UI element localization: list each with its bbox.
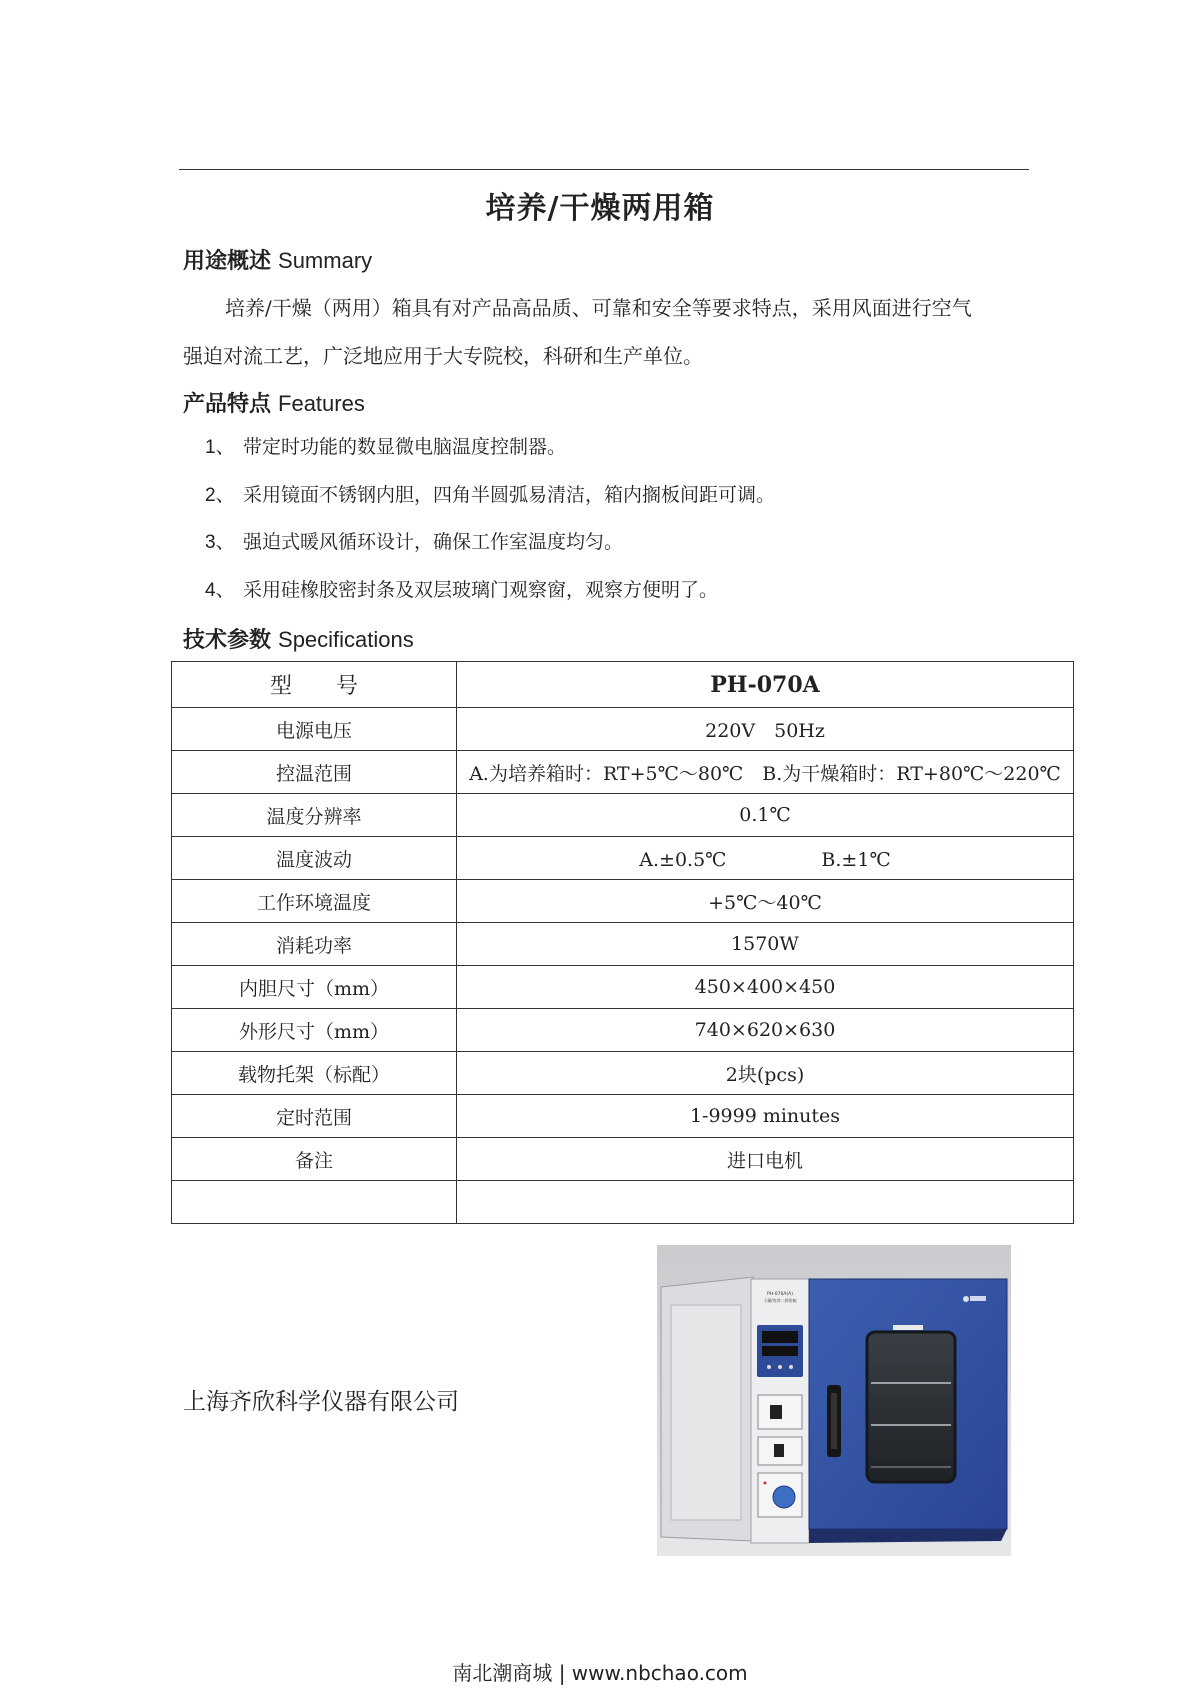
page-title: 培养/干燥两用箱 <box>485 191 715 226</box>
footer-site: 南北潮商城 | www.nbchao.com <box>452 1661 748 1685</box>
table-row <box>172 1009 1074 1052</box>
summary-heading-en: Summary <box>278 248 373 273</box>
spec-key: 工作环境温度 <box>172 880 457 923</box>
feature-item <box>205 567 775 615</box>
spec-key <box>172 1181 457 1224</box>
summary-heading <box>183 244 372 275</box>
photo-panel-label: PH-070A(A) <box>767 1292 793 1297</box>
table-header-row <box>172 662 1074 708</box>
spec-value: 1-9999 minutes <box>457 1095 1074 1138</box>
spec-key: 定时范围 <box>172 1095 457 1138</box>
spec-key: 温度分辨率 <box>172 794 457 837</box>
spec-key: 控温范围 <box>172 751 457 794</box>
header-key-cell: 型 号 <box>172 662 457 708</box>
table-row <box>172 923 1074 966</box>
table-row <box>172 837 1074 880</box>
table-row <box>172 1095 1074 1138</box>
table-row <box>172 1138 1074 1181</box>
summary-heading-cn: 用途概述 <box>183 249 272 274</box>
spec-key: 温度波动 <box>172 837 457 880</box>
spec-key: 内胆尺寸（mm） <box>172 966 457 1009</box>
feature-text: 强迫式暖风循环设计，确保工作室温度均匀。 <box>243 531 624 553</box>
spec-value: 740×620×630 <box>457 1009 1074 1052</box>
specs-heading <box>183 623 414 654</box>
feature-item <box>205 424 775 472</box>
spec-value: 450×400×450 <box>457 966 1074 1009</box>
spec-value: 进口电机 <box>457 1138 1074 1181</box>
features-heading-cn: 产品特点 <box>183 392 272 417</box>
feature-num: 1、 <box>205 437 235 458</box>
feature-num: 3、 <box>205 532 235 553</box>
feature-text: 采用镜面不锈钢内胆，四角半圆弧易清洁，箱内搁板间距可调。 <box>243 483 776 506</box>
spec-key: 备注 <box>172 1138 457 1181</box>
table-row <box>172 751 1074 794</box>
specs-heading-cn: 技术参数 <box>183 628 272 653</box>
spec-value: 1570W <box>457 923 1074 966</box>
spec-key: 外形尺寸（mm） <box>172 1009 457 1052</box>
summary-line-1: 培养/干燥（两用）箱具有对产品高品质、可靠和安全等要求特点，采用风面进行空气 <box>225 296 972 320</box>
spec-key: 载物托架（标配） <box>172 1052 457 1095</box>
spec-value: 2块(pcs) <box>457 1052 1074 1095</box>
spec-value: 0.1℃ <box>457 794 1074 837</box>
feature-num: 4、 <box>205 579 235 601</box>
table-row <box>172 708 1074 751</box>
spec-value: A.±0.5℃ B.±1℃ <box>457 837 1074 880</box>
summary-line-2: 强迫对流工艺，广泛地应用于大专院校，科研和生产单位。 <box>183 344 703 368</box>
features-heading <box>183 387 365 418</box>
features-heading-en: Features <box>278 391 365 416</box>
incubator-oven-photo-icon <box>657 1245 1011 1556</box>
feature-item <box>205 519 775 567</box>
feature-text: 带定时功能的数显微电脑温度控制器。 <box>243 436 567 458</box>
header-rule <box>179 169 1029 170</box>
feature-num: 2、 <box>205 484 235 506</box>
spec-value: A.为培养箱时：RT+5℃～80℃ B.为干燥箱时：RT+80℃～220℃ <box>457 751 1074 794</box>
specs-heading-en: Specifications <box>278 627 414 652</box>
spec-value <box>457 1181 1074 1224</box>
table-row <box>172 1052 1074 1095</box>
photo-panel-sub: 干燥/培养二两用箱 <box>763 1298 797 1303</box>
spec-key: 消耗功率 <box>172 923 457 966</box>
table-row <box>172 966 1074 1009</box>
header-value-cell: PH-070A <box>457 662 1074 708</box>
company-name: 上海齐欣科学仪器有限公司 <box>183 1389 459 1415</box>
table-row <box>172 1181 1074 1224</box>
spec-key: 电源电压 <box>172 708 457 751</box>
table-row <box>172 880 1074 923</box>
feature-item <box>205 472 775 520</box>
feature-text: 采用硅橡胶密封条及双层玻璃门观察窗，观察方便明了。 <box>243 578 719 601</box>
spec-value: 220V 50Hz <box>457 708 1074 751</box>
table-row <box>172 794 1074 837</box>
specs-table <box>171 661 1074 1224</box>
features-list <box>205 424 775 614</box>
spec-value: +5℃～40℃ <box>457 880 1074 923</box>
